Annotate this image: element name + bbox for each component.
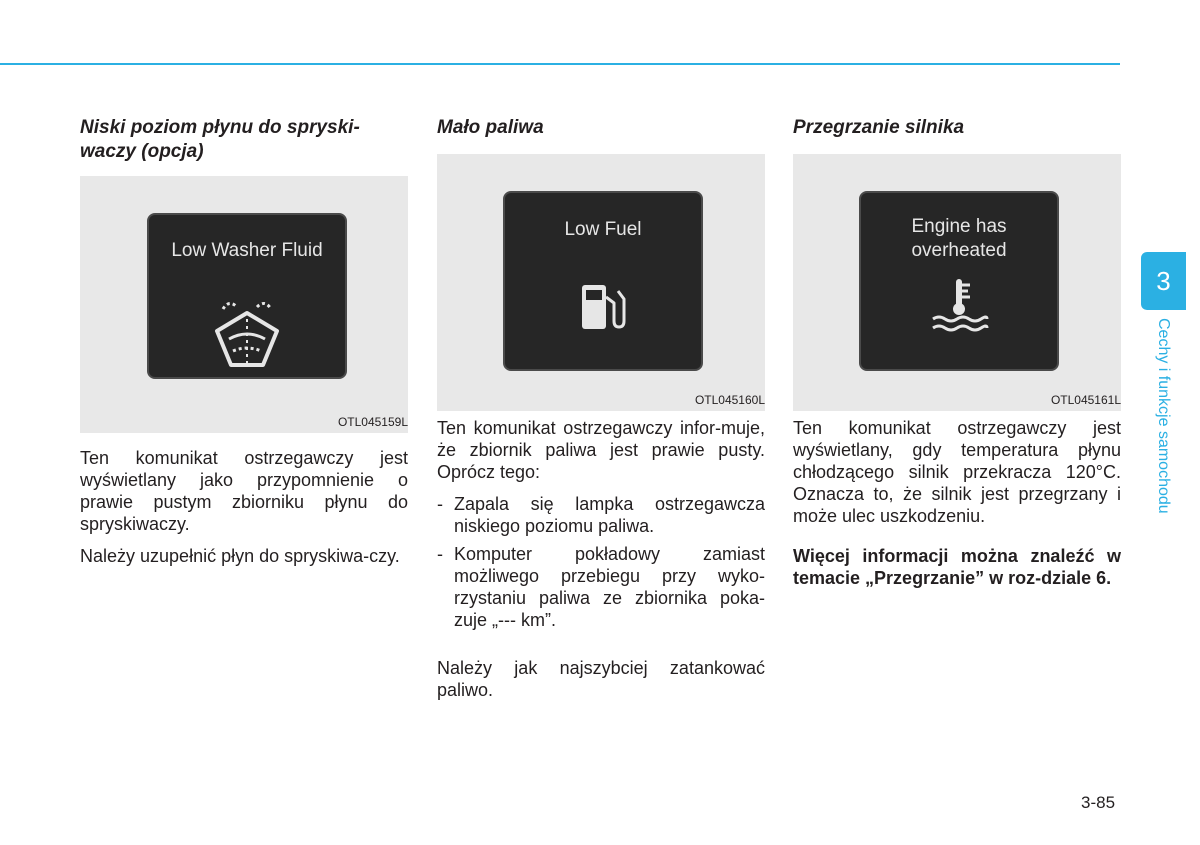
- bold-note: Więcej informacji można znaleźć w temacie „Przegrzanie” w roz-dziale 6.: [793, 546, 1121, 588]
- chapter-tab: 3: [1141, 252, 1186, 310]
- warning-figure: [80, 176, 408, 433]
- section-heading: [80, 116, 398, 164]
- chapter-label: Cechy i funkcje samochodu: [1155, 318, 1172, 514]
- list-item: - Komputer pokładowy zamiast możliwego przebiegu przy wyko-rzystaniu paliwa ze zbiornika poka-zuje „--- km”.: [437, 544, 765, 630]
- column-engine-overheat: [793, 116, 1121, 599]
- display-message: Low Fuel: [564, 219, 642, 240]
- list-item: - Zapala się lampka ostrzegawcza niskiego poziomu paliwa.: [437, 494, 765, 536]
- section-body: [80, 447, 408, 567]
- column-washer-fluid: [80, 116, 408, 577]
- page-number: 3-85: [1081, 793, 1116, 812]
- fuel-pump-icon: [578, 281, 628, 338]
- paragraph: Należy uzupełnić płyn do spryskiwa-czy.: [80, 546, 400, 566]
- engine-temperature-icon: [929, 277, 989, 338]
- warning-figure: [793, 154, 1121, 411]
- cluster-display: [503, 191, 703, 371]
- washer-fluid-icon: [209, 299, 285, 376]
- bullet-list: [437, 493, 765, 631]
- section-heading: Przegrzanie silnika: [793, 117, 965, 138]
- paragraph: Ten komunikat ostrzegawczy infor-muje, że zbiornik paliwa jest prawie pusty. Oprócz tego:: [437, 418, 765, 482]
- warning-figure: [437, 154, 765, 411]
- cluster-display: [859, 191, 1059, 371]
- paragraph: Ten komunikat ostrzegawczy jest wyświetlany, gdy temperatura płynu chłodzącego silnik przekracza 120°C. Oznacza to, że silnik jest przegrzany i może ulec uszkodzeniu.: [793, 418, 1121, 526]
- display-message: Low Washer Fluid: [171, 240, 323, 261]
- display-message-line: Engine has: [911, 216, 1007, 237]
- figure-code: OTL045160L: [694, 393, 765, 407]
- display-message-line: overheated: [911, 240, 1007, 261]
- figure-code: OTL045161L: [1050, 393, 1121, 407]
- section-body: [437, 417, 765, 701]
- section-heading-text: Niski poziom płynu do spryski-waczy (opcja): [80, 117, 360, 162]
- list-item-text: Zapala się lampka ostrzegawcza niskiego poziomu paliwa.: [454, 494, 765, 536]
- paragraph: Należy jak najszybciej zatankować paliwo.: [437, 658, 765, 700]
- section-body: [793, 417, 1121, 589]
- section-heading: Mało paliwa: [437, 117, 544, 138]
- list-item-text: Komputer pokładowy zamiast możliwego przebiegu przy wyko-rzystaniu paliwa ze zbiornika poka-zuje „--- km”.: [454, 544, 765, 630]
- column-low-fuel: [437, 116, 765, 711]
- figure-code: OTL045159L: [337, 415, 408, 429]
- top-rule: [0, 63, 1120, 65]
- cluster-display: [147, 213, 347, 379]
- display-message: [861, 215, 1057, 263]
- paragraph: Ten komunikat ostrzegawczy jest wyświetlany jako przypomnienie o prawie pustym zbiorniku płynu do spryskiwaczy.: [80, 448, 408, 534]
